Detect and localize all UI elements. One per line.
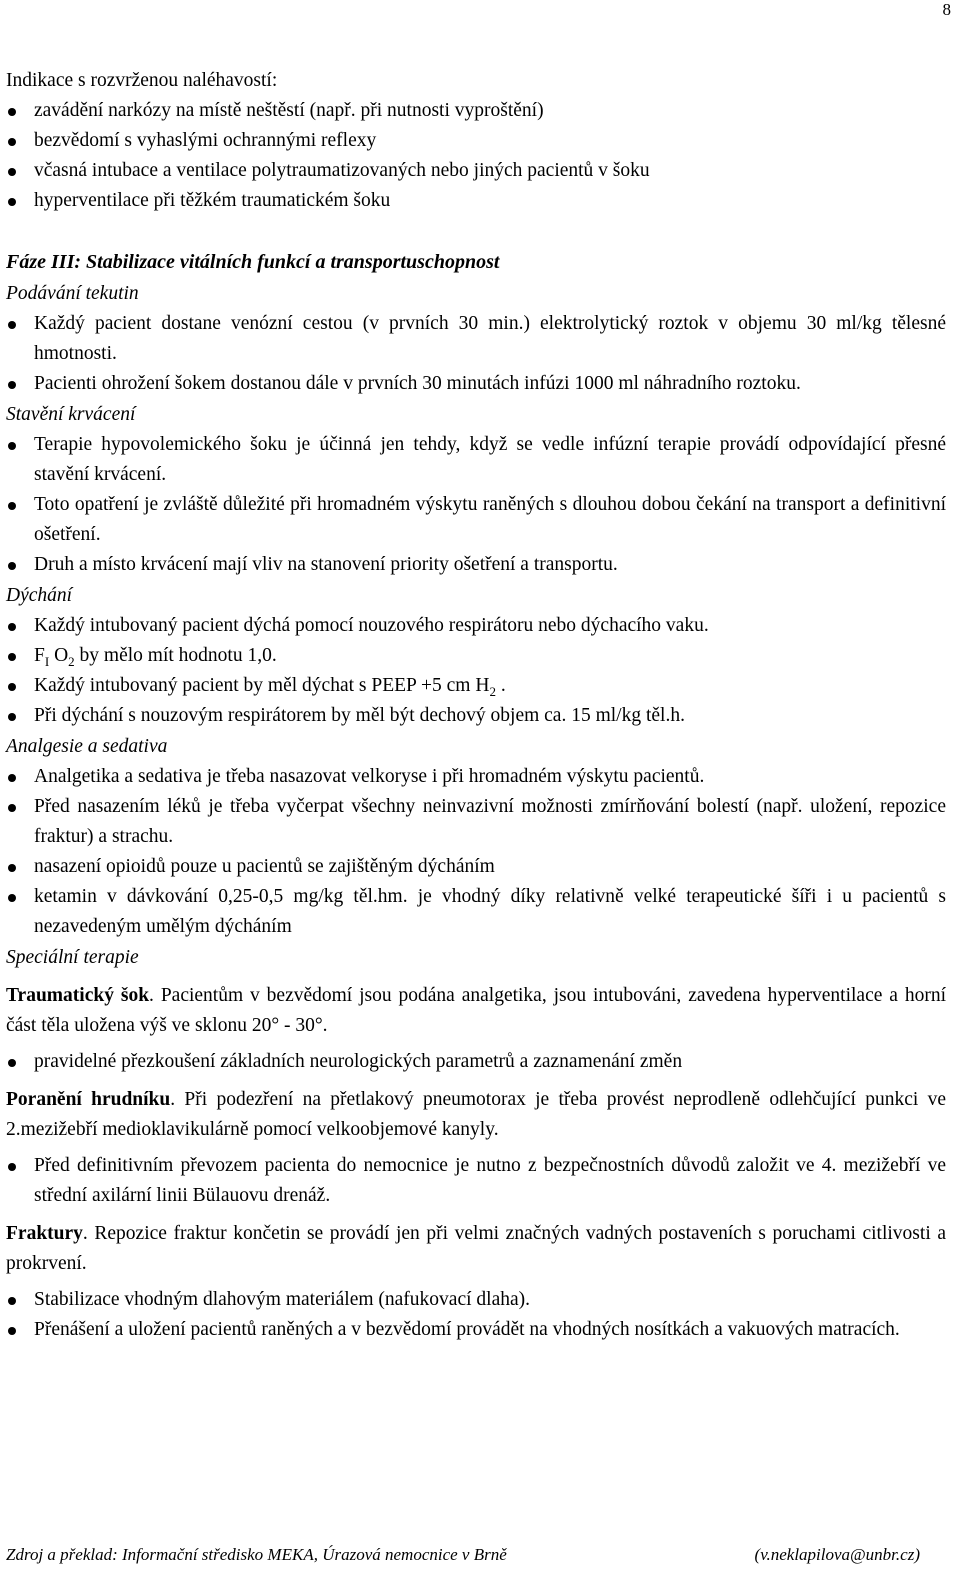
list-item: Stabilizace vhodným dlahovým materiálem (nafukovací dlaha).: [6, 1285, 946, 1315]
list-item: zavádění narkózy na místě neštěstí (např. při nutnosti vyproštění): [6, 96, 946, 126]
section-heading-breathing: Dýchání: [6, 585, 73, 606]
list-item: Druh a místo krvácení mají vliv na stanovení priority ošetření a transportu.: [6, 550, 946, 580]
analgesia-list: [6, 762, 946, 942]
fio2-o: O: [54, 645, 69, 666]
document-body: [6, 66, 946, 1345]
footer-email: (v.neklapilova@unbr.cz): [754, 1545, 920, 1564]
peep-subscript: 2: [489, 683, 496, 699]
fio2-i-subscript: I: [44, 653, 50, 669]
paragraph-fractures: [6, 1219, 946, 1279]
list-item: Před definitivním převozem pacienta do nemocnice je nutno z bezpečnostních důvodů založit ve 4. mezižebří ve střední axilární linii Bülauovu drenáž.: [6, 1151, 946, 1211]
list-item-peep: [6, 671, 946, 701]
peep-text: Každý intubovaný pacient by měl dýchat s PEEP +5 cm H: [34, 675, 490, 696]
chest-list: [6, 1151, 946, 1211]
page-footer: [6, 1543, 920, 1567]
list-item: Přenášení a uložení pacientů raněných a v bezvědomí provádět na vhodných nosítkách a vakuových matracích.: [6, 1315, 946, 1345]
fluids-list: [6, 309, 946, 399]
bleeding-list: [6, 430, 946, 580]
fio2-2-subscript: 2: [68, 653, 75, 669]
list-item-fio2: [6, 641, 946, 671]
fractures-text: . Repozice fraktur končetin se provádí jen při velmi značných vadných postaveních s poruchami citlivosti a prokrvení.: [6, 1223, 946, 1274]
phase-title: Fáze III: Stabilizace vitálních funkcí a transportuschopnost: [6, 251, 500, 273]
fractures-list: [6, 1285, 946, 1345]
intro-list: [6, 96, 946, 216]
list-item: Pacienti ohrožení šokem dostanou dále v prvních 30 minutách infúzi 1000 ml náhradního roztoku.: [6, 369, 946, 399]
shock-title: Traumatický šok: [6, 985, 150, 1006]
breathing-list: [6, 611, 946, 731]
list-item: včasná intubace a ventilace polytraumatizovaných nebo jiných pacientů v šoku: [6, 156, 946, 186]
list-item: bezvědomí s vyhaslými ochrannými reflexy: [6, 126, 946, 156]
section-heading-special: Speciální terapie: [6, 947, 139, 968]
paragraph-chest: [6, 1085, 946, 1145]
fio2-f: F: [34, 645, 45, 666]
list-item: Každý intubovaný pacient dýchá pomocí nouzového respirátoru nebo dýchacího vaku.: [6, 611, 946, 641]
fractures-title: Fraktury: [6, 1223, 83, 1244]
list-item: Při dýchání s nouzovým respirátorem by měl být dechový objem ca. 15 ml/kg těl.h.: [6, 701, 946, 731]
intro-title: Indikace s rozvrženou naléhavostí:: [6, 70, 278, 91]
footer-source: Zdroj a překlad: Informační středisko MEKA, Úrazová nemocnice v Brně: [6, 1545, 507, 1564]
list-item: nasazení opioidů pouze u pacientů se zajištěným dýcháním: [6, 852, 946, 882]
list-item: Analgetika a sedativa je třeba nasazovat velkoryse i při hromadném výskytu pacientů.: [6, 762, 946, 792]
peep-end: .: [495, 675, 506, 696]
list-item: pravidelné přezkoušení základních neurologických parametrů a zaznamenání změn: [6, 1047, 946, 1077]
shock-text: . Pacientům v bezvědomí jsou podána analgetika, jsou intubováni, zavedena hyperventilace a horní část těla uložena výš ve sklonu 20° - 30°.: [6, 985, 946, 1036]
section-heading-analgesia: Analgesie a sedativa: [6, 736, 168, 757]
list-item: Terapie hypovolemického šoku je účinná jen tehdy, když se vedle infúzní terapie provádí odpovídající přesné stavění krvácení.: [6, 430, 946, 490]
paragraph-shock: [6, 981, 946, 1041]
list-item: Před nasazením léků je třeba vyčerpat všechny neinvazivní možnosti zmírňování bolestí (např. uložení, repozice fraktur) a strachu.: [6, 792, 946, 852]
page-number: 8: [942, 0, 951, 19]
chest-text: . Při podezření na přetlakový pneumotorax je třeba provést neprodleně odlehčující punkci ve 2.mezižebří medioklavikulárně pomocí velkoobjemové kanyly.: [6, 1089, 946, 1140]
shock-list: [6, 1047, 946, 1077]
section-heading-bleeding: Stavění krvácení: [6, 404, 136, 425]
list-item: ketamin v dávkování 0,25-0,5 mg/kg těl.hm. je vhodný díky relativně velké terapeutické šíři i u pacientů s nezavedeným umělým dýcháním: [6, 882, 946, 942]
list-item: Každý pacient dostane venózní cestou (v prvních 30 min.) elektrolytický roztok v objemu 30 ml/kg tělesné hmotnosti.: [6, 309, 946, 369]
section-heading-fluids: Podávání tekutin: [6, 283, 139, 304]
list-item: hyperventilace při těžkém traumatickém šoku: [6, 186, 946, 216]
list-item: Toto opatření je zvláště důležité při hromadném výskytu raněných s dlouhou dobou čekání na transport a definitivní ošetření.: [6, 490, 946, 550]
chest-title: Poranění hrudníku: [6, 1089, 171, 1110]
fio2-rest: by mělo mít hodnotu 1,0.: [74, 645, 277, 666]
